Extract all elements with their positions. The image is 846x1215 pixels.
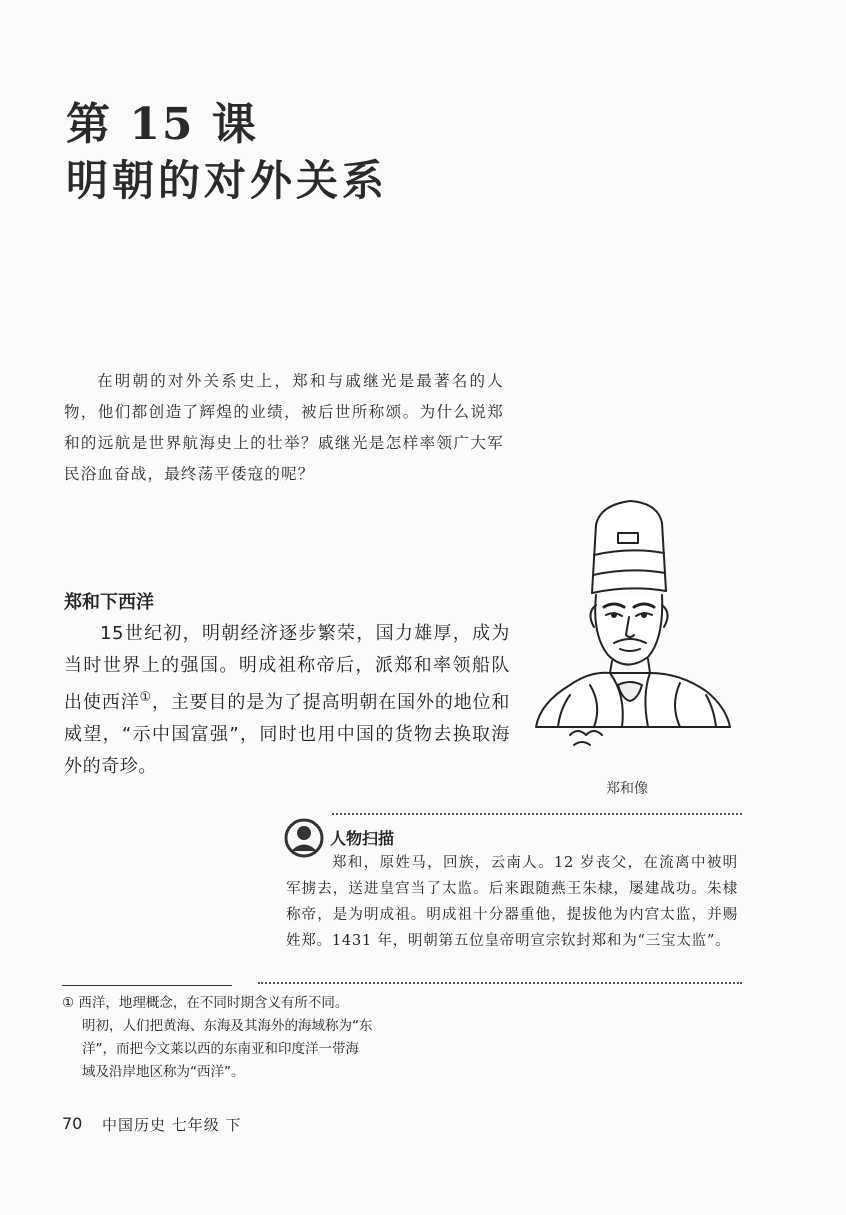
book-label: 中国历史 七年级 下 xyxy=(102,1116,242,1134)
footnote xyxy=(62,992,412,1084)
section-heading: 郑和下西洋 xyxy=(64,592,154,613)
box-top-divider xyxy=(332,813,742,815)
footnote-line: ① 西洋，地理概念，在不同时期含义有所不同。 xyxy=(62,995,349,1011)
box-text: 郑和，原姓马，回族，云南人。12 岁丧父，在流离中被明军掳去，送进皇宫当了太监。后来跟随燕王朱棣，屡建战功。朱棣称帝，是为明成祖。明成祖十分器重他，提拔他为内宫太监，并赐姓郑。1431 年，明朝第五位皇帝明宣宗钦封郑和为“三宝太监”。 xyxy=(286,855,738,949)
box-bottom-divider xyxy=(258,982,742,984)
page-number: 70 xyxy=(62,1114,83,1133)
footnote-line: 洋”，而把今文莱以西的东南亚和印度洋一带海 xyxy=(82,1041,359,1057)
lesson-title: 明朝的对外关系 xyxy=(66,156,389,205)
footnote-line: 域及沿岸地区称为“西洋”。 xyxy=(82,1064,245,1080)
section-body xyxy=(64,618,510,783)
box-title: 人物扫描 xyxy=(330,829,395,848)
zheng-he-portrait xyxy=(530,495,740,757)
lesson-number: 第 15 课 xyxy=(66,99,258,150)
intro-paragraph: 在明朝的对外关系史上，郑和与戚继光是最著名的人物，他们都创造了辉煌的业绩，被后世所称颂。为什么说郑和的远航是世界航海史上的壮举？戚继光是怎样率领广大军民浴血奋战，最终荡平倭寇的呢？ xyxy=(64,372,504,483)
footnote-marker[interactable]: ① xyxy=(139,690,152,705)
body-text-part-2: ，主要目的是为了提高明朝在国外的地位和威望，“示中国富强”，同时也用中国的货物去换取海外的奇珍。 xyxy=(64,692,510,777)
portrait-caption: 郑和像 xyxy=(606,781,648,797)
footnote-rule xyxy=(62,985,232,986)
footnote-line: 明初，人们把黄海、东海及其海外的海域称为“东 xyxy=(82,1018,373,1034)
body-text-part-1: 15世纪初，明朝经济逐步繁荣，国力雄厚，成为当时世界上的强国。明成祖称帝后，派郑和率领船队出使西洋 xyxy=(64,623,510,713)
